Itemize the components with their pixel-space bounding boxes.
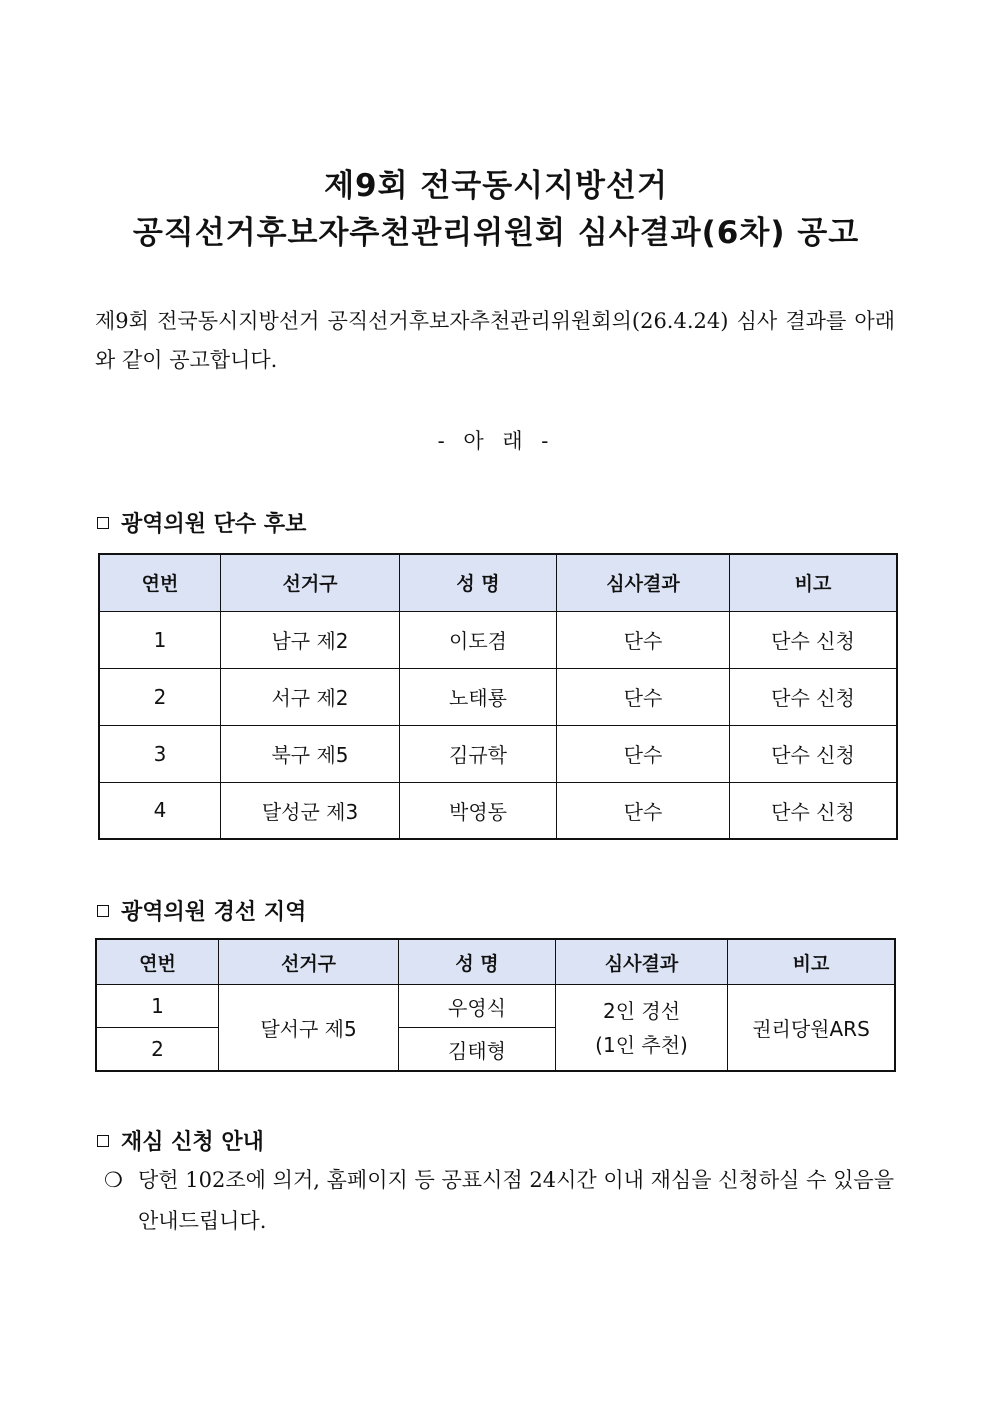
- cell-name: 김태형: [399, 1028, 556, 1072]
- cell-result: 단수: [557, 725, 730, 782]
- section-heading-primary-regions: [97, 895, 306, 926]
- table-header-row: [96, 939, 895, 985]
- cell-name: 김규학: [400, 725, 557, 782]
- title-line-2: 공직선거후보자추천관리위원회 심사결과(6차) 공고: [132, 215, 860, 251]
- table-row: [99, 782, 897, 839]
- header-district: 선거구: [219, 939, 399, 985]
- single-candidates-table: [98, 553, 898, 840]
- section-heading-label: 재심 신청 안내: [121, 1130, 264, 1155]
- cell-note: 단수 신청: [730, 725, 898, 782]
- cell-result: 단수: [557, 611, 730, 668]
- title-line-1: 제9회 전국동시지방선거: [324, 168, 668, 204]
- cell-district: 달서구 제5: [219, 985, 399, 1072]
- cell-name: 우영식: [399, 985, 556, 1028]
- intro-paragraph: 제9회 전국동시지방선거 공직선거후보자추천관리위원회의(26.4.24) 심사 결과를 아래와 같이 공고합니다.: [95, 309, 895, 372]
- header-note: 비고: [730, 554, 898, 611]
- cell-no: 2: [96, 1028, 219, 1072]
- header-no: 연번: [99, 554, 221, 611]
- cell-name: 박영동: [400, 782, 557, 839]
- cell-district: 남구 제2: [221, 611, 400, 668]
- cell-note: 단수 신청: [730, 782, 898, 839]
- header-result: 심사결과: [557, 554, 730, 611]
- cell-district: 북구 제5: [221, 725, 400, 782]
- header-name: 성 명: [400, 554, 557, 611]
- cell-no: 1: [99, 611, 221, 668]
- cell-no: 2: [99, 668, 221, 725]
- checkbox-square-icon: [97, 1135, 109, 1147]
- section-heading-single-candidates: [97, 507, 306, 538]
- appeal-text: 당헌 102조에 의거, 홈페이지 등 공표시점 24시간 이내 재심을 신청하실 수 있음을 안내드립니다.: [138, 1168, 894, 1233]
- cell-district: 서구 제2: [221, 668, 400, 725]
- table-row: [99, 668, 897, 725]
- section-heading-label: 광역의원 경선 지역: [121, 900, 307, 925]
- result-line-1: 2인 경선: [602, 998, 681, 1023]
- cell-note: 단수 신청: [730, 668, 898, 725]
- result-line-2: (1인 추천): [595, 1032, 688, 1057]
- checkbox-square-icon: [97, 905, 109, 917]
- cell-note: 단수 신청: [730, 611, 898, 668]
- cell-no: 1: [96, 985, 219, 1028]
- center-note: - 아 래 -: [437, 429, 555, 453]
- section-heading-appeal-info: [97, 1125, 264, 1156]
- header-name: 성 명: [399, 939, 556, 985]
- section-heading-label: 광역의원 단수 후보: [121, 512, 307, 537]
- cell-no: 4: [99, 782, 221, 839]
- table-row: [99, 725, 897, 782]
- cell-no: 3: [99, 725, 221, 782]
- table-row: [99, 611, 897, 668]
- circle-bullet-icon: ❍: [104, 1168, 123, 1192]
- cell-result: [556, 985, 728, 1072]
- cell-name: 이도겸: [400, 611, 557, 668]
- header-result: 심사결과: [556, 939, 728, 985]
- header-note: 비고: [728, 939, 896, 985]
- cell-district: 달성군 제3: [221, 782, 400, 839]
- cell-result: 단수: [557, 668, 730, 725]
- primary-regions-table: [95, 938, 896, 1072]
- cell-result: 단수: [557, 782, 730, 839]
- table-header-row: [99, 554, 897, 611]
- checkbox-square-icon: [97, 517, 109, 529]
- table-row: [96, 985, 895, 1028]
- header-no: 연번: [96, 939, 219, 985]
- cell-name: 노태룡: [400, 668, 557, 725]
- cell-note: 권리당원ARS: [728, 985, 896, 1072]
- header-district: 선거구: [221, 554, 400, 611]
- appeal-bullet: [104, 1160, 894, 1242]
